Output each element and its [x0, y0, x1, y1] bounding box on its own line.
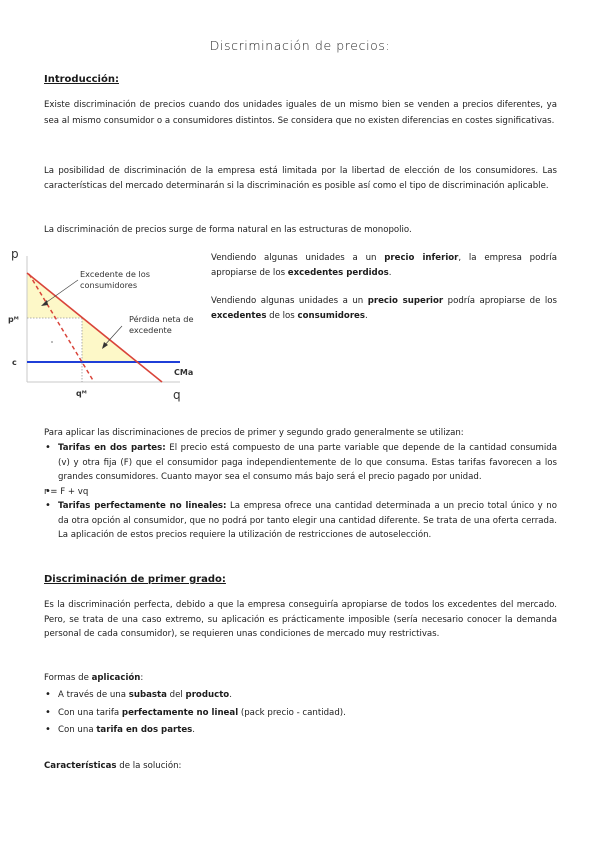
text-run: , la empresa podría apropiarse de los — [211, 253, 557, 278]
text-run: : — [140, 673, 144, 683]
bold-run: perfectamente no lineal — [121, 707, 239, 718]
forms-list — [44, 688, 557, 741]
first-degree-paragraph: Es la discriminación perfecta, debido a que la empresa conseguiría apropiarse de todos los excedentes del mercado. Pero, se trata de una caso extremo, su aplicación es prácticamente imposible (sería necesario conocer la demanda personal de cada consumidor), se requieren unas condiciones de mercado muy restrictivas. — [44, 600, 557, 639]
bold-run: producto — [185, 690, 230, 700]
bold-run: Características — [44, 761, 117, 771]
bold-run: excedentes — [211, 311, 267, 321]
first-degree-heading: Discriminación de primer grado: — [44, 574, 226, 585]
tariffs-list — [44, 441, 557, 543]
text-run: A través de una — [58, 690, 129, 700]
cs-label-line1: Excedente de los — [80, 269, 151, 279]
text-run: Con una tarifa — [58, 707, 122, 718]
page-title: Discriminación de precios: — [209, 38, 391, 53]
tariffs-lead: Para aplicar las discriminaciones de precios de primer y segundo grado generalmente se utilizan: — [44, 428, 464, 438]
text-run: . — [229, 690, 232, 700]
x-axis-label: q — [173, 388, 181, 402]
side-paragraph-2 — [211, 294, 557, 324]
dwl-label-line2: excedente — [129, 325, 172, 335]
list-item-two-part-tariff — [44, 441, 557, 485]
qm-label: qᴹ — [76, 389, 87, 398]
monopoly-surplus-diagram — [0, 240, 210, 410]
intro-paragraph-3: La discriminación de precios surge de forma natural en las estructuras de monopolio. — [44, 225, 412, 235]
formula-text: r = F + vq — [44, 486, 89, 497]
list-item-nonlinear — [44, 706, 557, 721]
bold-run: aplicación — [91, 673, 141, 683]
text-run: Vendiendo algunas unidades a un — [211, 253, 385, 263]
cma-label: CMa — [174, 368, 194, 377]
bold-run: Tarifas perfectamente no lineales: — [58, 501, 227, 511]
side-paragraph-1 — [211, 251, 557, 281]
characteristics-lead — [44, 758, 557, 774]
text-run: . — [365, 311, 368, 321]
bold-run: precio superior — [367, 296, 444, 306]
text-run: La empresa ofrece una cantidad determinada a un precio total único y no da otra opción al consumidor, que no podrá por tanto elegir una cantidad diferente. Se trata de una oferta cerrada. La aplicación de estos precios requiere la utilización de restricciones de autoselección. — [58, 501, 557, 540]
intro-paragraph-1: Existe discriminación de precios cuando dos unidades iguales de un mismo bien se venden a precios diferentes, ya sea al mismo consumidor o a consumidores distintos. Se considera que no existen diferencias en costes significativas. — [44, 100, 557, 126]
y-axis-label: p — [11, 247, 19, 261]
dwl-label-line1: Pérdida neta de — [129, 314, 194, 324]
text-run: . — [388, 268, 392, 278]
text-run: de la solución: — [116, 761, 182, 771]
text-run: Formas de — [44, 673, 92, 683]
intro-heading: Introducción: — [44, 74, 119, 85]
forms-lead — [44, 670, 557, 686]
bold-run: Tarifas en dos partes: — [58, 443, 166, 453]
text-run: de los — [266, 311, 298, 321]
bold-run: subasta — [128, 690, 167, 700]
text-run: . — [192, 725, 196, 735]
bold-run: precio inferior — [384, 253, 459, 263]
text-run: El precio está compuesto de una parte variable que depende de la cantidad consumida (v) y otra fija (F) que el consumidor paga independientemente de lo que consuma. Estas tarifas favorecen a los grandes consumidores. Cuanto mayor sea el consumo más bajo será el precio pagado por unidad. — [58, 443, 557, 482]
c-label: c — [12, 358, 17, 367]
intro-paragraph-2: La posibilidad de discriminación de la empresa está limitada por la libertad de elección de los consumidores. Las características del mercado determinarán si la discriminación es posible así como el tipo de discriminación aplicable. — [44, 166, 557, 191]
bold-run: excedentes perdidos — [287, 268, 389, 278]
cs-label-line2: consumidores — [80, 280, 138, 290]
list-item-auction — [44, 688, 557, 703]
text-run: Vendiendo algunas unidades a un — [211, 296, 368, 306]
bold-run: tarifa en dos partes — [96, 725, 193, 735]
area-marker — [51, 341, 53, 343]
formula — [44, 485, 557, 500]
list-item-nonlinear-tariff — [44, 499, 557, 543]
text-run: del — [166, 690, 186, 700]
text-run: podría apropiarse de los — [443, 296, 557, 306]
bold-run: consumidores — [297, 311, 366, 321]
list-item-two-part — [44, 723, 557, 738]
text-run: (pack precio - cantidad). — [238, 707, 346, 718]
text-run: Con una — [58, 725, 97, 735]
pm-label: pᴹ — [8, 315, 19, 324]
